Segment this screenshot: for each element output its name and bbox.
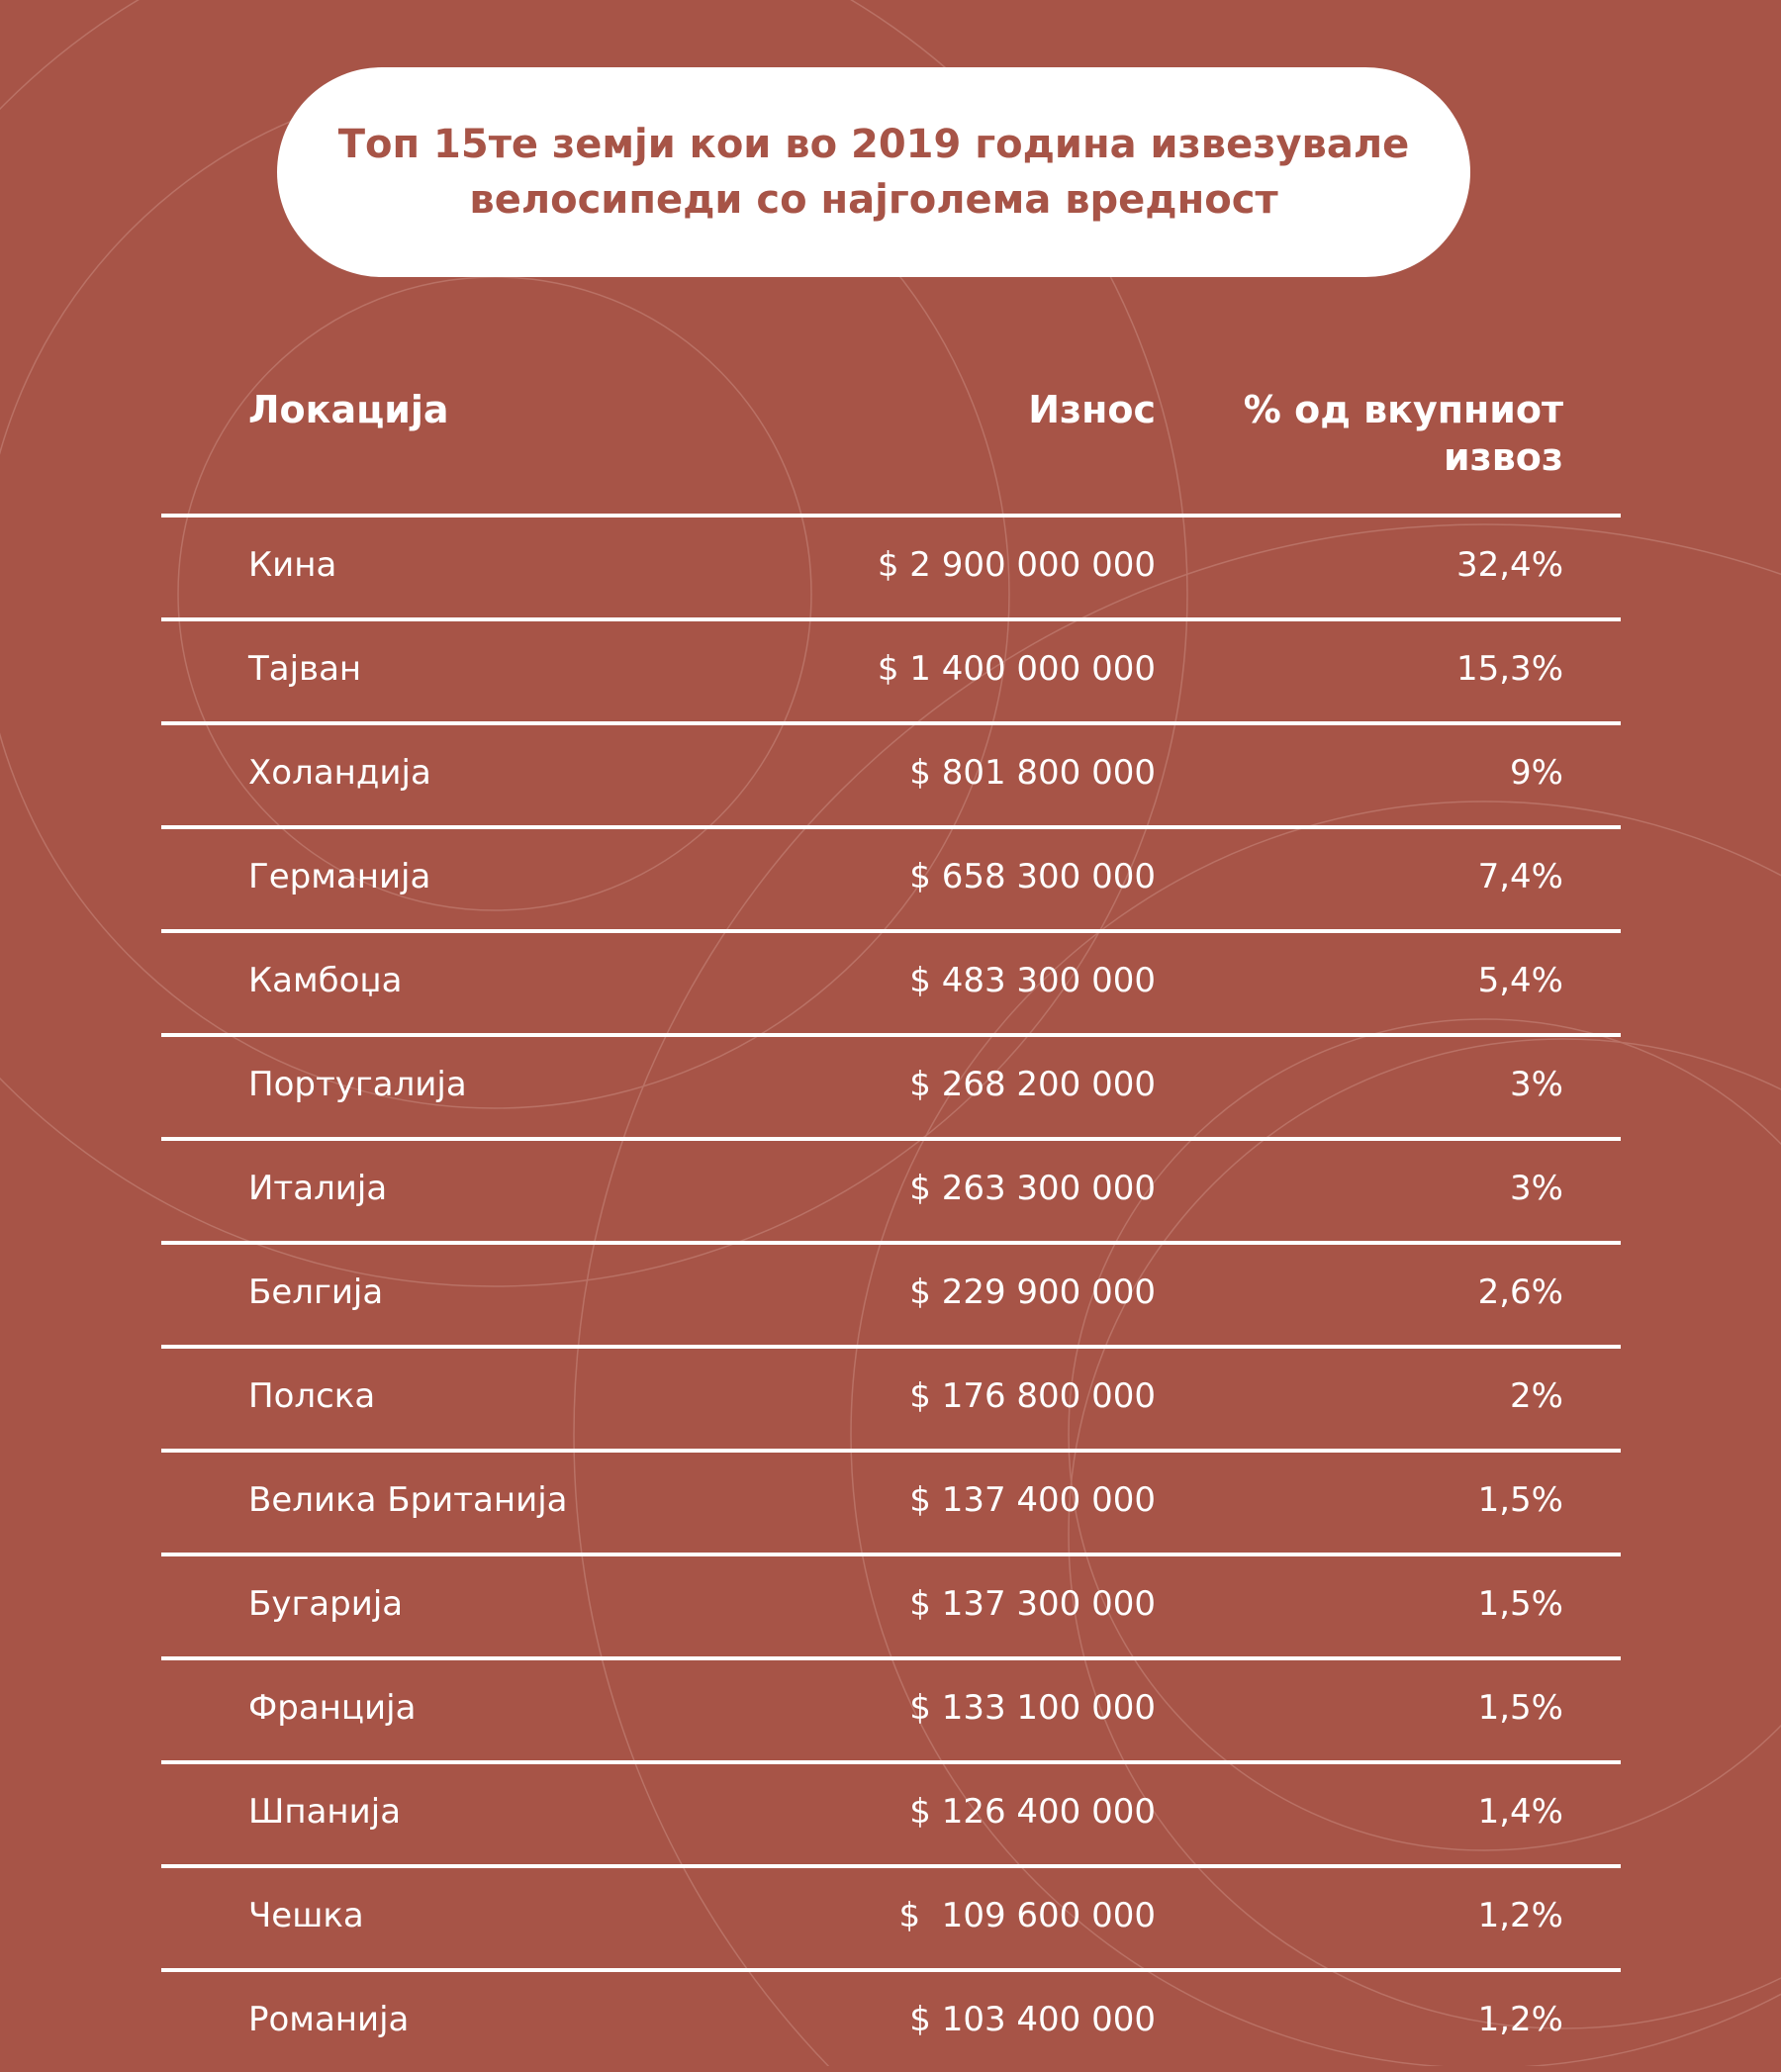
table-row (161, 1037, 1621, 1137)
cell-amount: $ 483 300 000 (909, 961, 1156, 1000)
cell-percent: 1,5% (1477, 1688, 1563, 1728)
cell-amount: $ 658 300 000 (909, 857, 1156, 896)
table-body (161, 518, 1621, 2072)
cell-percent: 5,4% (1477, 961, 1563, 1000)
exports-table (161, 386, 1621, 2072)
cell-amount: $ 133 100 000 (909, 1688, 1156, 1728)
cell-location: Шпанија (248, 1792, 402, 1832)
cell-location: Чешка (248, 1896, 364, 1935)
cell-percent: 1,4% (1477, 1792, 1563, 1832)
cell-location: Германија (248, 857, 431, 896)
page-title: Топ 15те земји кои во 2019 година извезувале велосипеди со најголема вредност (337, 122, 1410, 223)
cell-percent: 1,2% (1477, 2000, 1563, 2039)
cell-amount: $ 176 800 000 (909, 1376, 1156, 1416)
table-row (161, 621, 1621, 721)
cell-amount: $ 268 200 000 (909, 1065, 1156, 1104)
cell-location: Камбоџа (248, 961, 403, 1000)
cell-amount: $ 103 400 000 (909, 2000, 1156, 2039)
table-row (161, 1349, 1621, 1449)
cell-percent: 1,2% (1477, 1896, 1563, 1935)
table-row (161, 725, 1621, 825)
cell-amount: $ 137 400 000 (909, 1480, 1156, 1520)
cell-location: Франција (248, 1688, 417, 1728)
header-percent: % од вкупниот извоз (1243, 388, 1563, 479)
cell-percent: 3% (1510, 1169, 1563, 1208)
header-amount: Износ (1028, 388, 1156, 431)
table-header (161, 386, 1621, 514)
table-row (161, 1141, 1621, 1241)
cell-amount: $ 2 900 000 000 (877, 545, 1156, 585)
cell-location: Бугарија (248, 1584, 404, 1624)
table-row (161, 1972, 1621, 2072)
cell-amount: $ 263 300 000 (909, 1169, 1156, 1208)
cell-amount: $ 801 800 000 (909, 753, 1156, 793)
cell-amount: $ 1 400 000 000 (877, 649, 1156, 689)
cell-percent: 32,4% (1455, 545, 1563, 585)
table-row (161, 518, 1621, 617)
table-row (161, 1868, 1621, 1968)
cell-location: Белгија (248, 1272, 384, 1312)
table-row (161, 1660, 1621, 1760)
cell-percent: 2% (1510, 1376, 1563, 1416)
cell-location: Велика Британија (248, 1480, 568, 1520)
table-row (161, 829, 1621, 929)
table-row (161, 1764, 1621, 1864)
cell-percent: 1,5% (1477, 1480, 1563, 1520)
cell-percent: 3% (1510, 1065, 1563, 1104)
header-location: Локација (248, 388, 449, 431)
table-row (161, 1453, 1621, 1553)
cell-amount: $ 137 300 000 (909, 1584, 1156, 1624)
cell-location: Португалија (248, 1065, 467, 1104)
title-pill (277, 67, 1470, 277)
cell-location: Кина (248, 545, 337, 585)
cell-percent: 7,4% (1477, 857, 1563, 896)
cell-percent: 15,3% (1455, 649, 1563, 689)
cell-amount: $ 229 900 000 (909, 1272, 1156, 1312)
cell-location: Тајван (248, 649, 362, 689)
cell-percent: 1,5% (1477, 1584, 1563, 1624)
cell-location: Романија (248, 2000, 410, 2039)
cell-amount: $ 109 600 000 (898, 1896, 1156, 1935)
cell-amount: $ 126 400 000 (909, 1792, 1156, 1832)
cell-location: Полска (248, 1376, 376, 1416)
table-row (161, 1556, 1621, 1656)
cell-location: Холандија (248, 753, 431, 793)
table-row (161, 933, 1621, 1033)
cell-percent: 9% (1510, 753, 1563, 793)
cell-location: Италија (248, 1169, 388, 1208)
cell-percent: 2,6% (1477, 1272, 1563, 1312)
table-row (161, 1245, 1621, 1345)
